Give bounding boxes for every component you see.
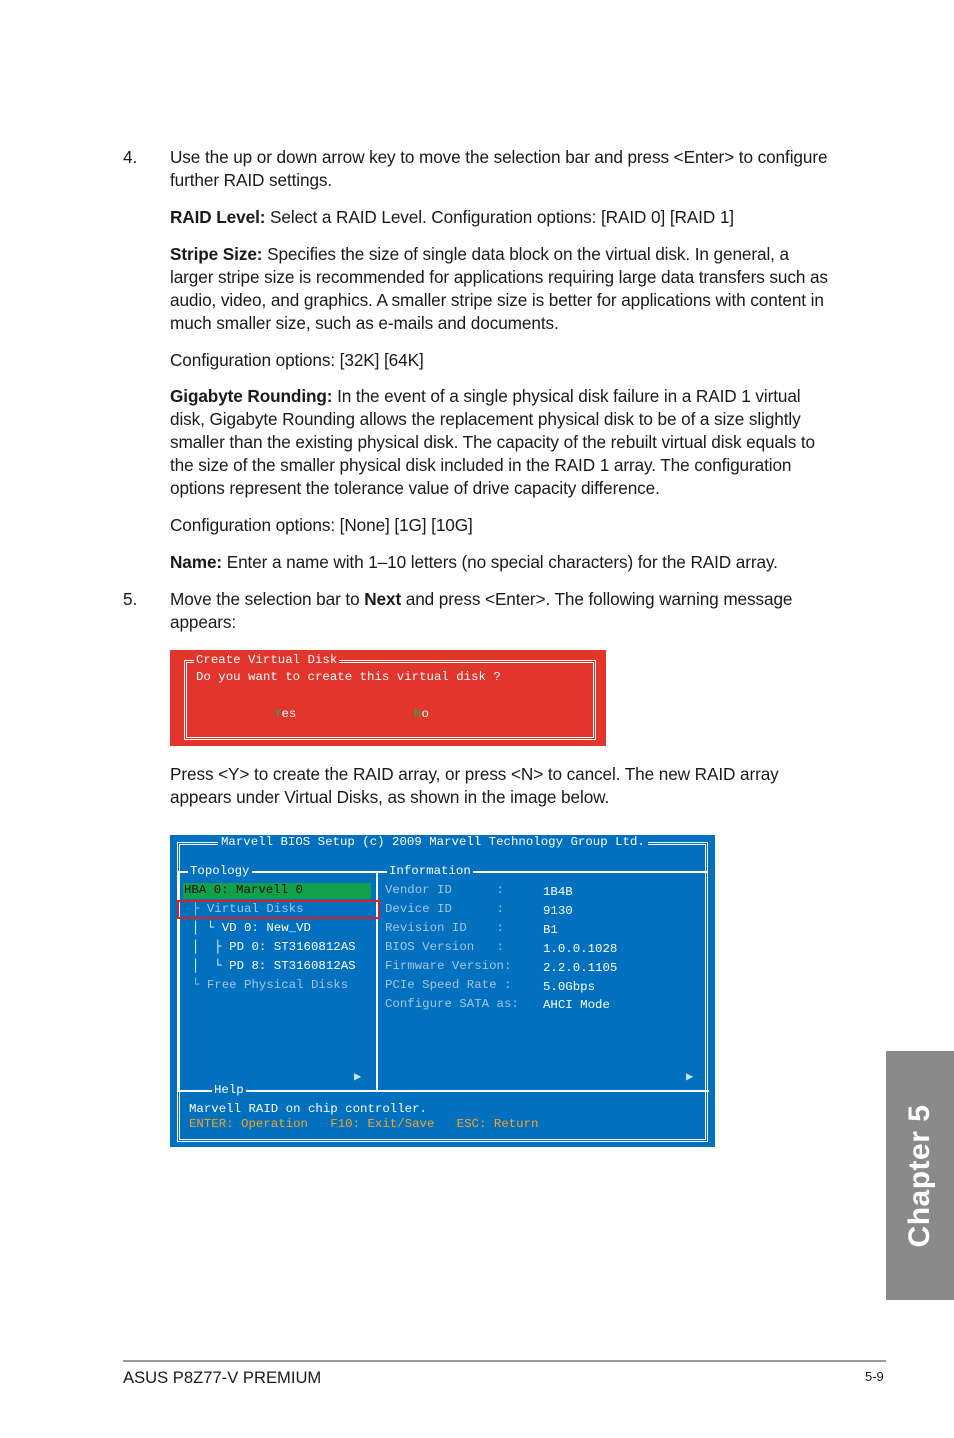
info-key-firmware: Firmware Version: [385, 959, 512, 973]
topology-vd0[interactable]: │ └ VD 0: New_VD [192, 921, 311, 935]
yes-hotkey: Y [274, 707, 282, 721]
footer-page-number: 5-9 [865, 1369, 884, 1384]
chapter-tab [886, 1051, 954, 1300]
info-value-pcie: 5.0Gbps [543, 980, 596, 994]
help-keys: ENTER: Operation F10: Exit/Save ESC: Return [189, 1117, 539, 1131]
stripe-size-label: Stripe Size: [170, 244, 263, 264]
topology-label: Topology [190, 864, 250, 878]
no-option[interactable] [414, 706, 429, 722]
step-5-post: and press <Enter>. The following warning message appears: [170, 589, 793, 632]
step-5-pre: Move the selection bar to [170, 589, 365, 609]
info-value-firmware: 2.2.0.1105 [543, 961, 618, 975]
step-4-text: Use the up or down arrow key to move the selection bar and press <Enter> to configure further RAID settings. [170, 147, 828, 190]
yes-rest: es [281, 707, 297, 721]
marvell-bios-screen [170, 835, 715, 1147]
stripe-size-text: Specifies the size of single data block on the virtual disk. In general, a larger stripe size is recommended for applications requiring large data transfers such as audio, video, and graphics. A smaller stripe size is better for applications with content in much smaller size, such as e-mails and documents. [170, 244, 828, 333]
create-virtual-disk-dialog [170, 650, 606, 746]
help-label: Help [214, 1083, 244, 1097]
no-hotkey: N [414, 707, 422, 721]
info-value-sata: AHCI Mode [543, 998, 610, 1012]
info-value-vendor: 1B4B [543, 885, 573, 899]
no-rest: o [421, 707, 429, 721]
topology-free-disks[interactable]: └ Free Physical Disks [192, 978, 349, 992]
dialog-question: Do you want to create this virtual disk ? [196, 670, 501, 684]
topology-hba[interactable]: HBA 0: Marvell 0 [184, 883, 303, 897]
info-key-vendor: Vendor ID : [385, 883, 504, 897]
after-dialog-text: Press <Y> to create the RAID array, or press <N> to cancel. The new RAID array appears under Virtual Disks, as shown in the image below. [170, 764, 779, 807]
footer-product: ASUS P8Z77-V PREMIUM [123, 1368, 322, 1387]
scroll-right-icon[interactable]: ▶ [354, 1070, 362, 1084]
step-5-paragraph [170, 588, 832, 634]
virtual-disks-callout [177, 900, 380, 919]
scroll-right-icon[interactable]: ▶ [686, 1070, 694, 1084]
step-5-next: Next [364, 589, 402, 609]
bios-header: Marvell BIOS Setup (c) 2009 Marvell Technology Group Ltd. [218, 835, 648, 850]
gigabyte-rounding-label: Gigabyte Rounding: [170, 386, 333, 406]
footer-rule [123, 1360, 886, 1362]
name-label: Name: [170, 552, 223, 572]
info-value-device: 9130 [543, 904, 573, 918]
raid-level-paragraph [170, 206, 832, 229]
info-key-sata: Configure SATA as: [385, 997, 519, 1011]
help-text: Marvell RAID on chip controller. [189, 1102, 427, 1116]
info-key-revision: Revision ID : [385, 921, 504, 935]
yes-option[interactable] [274, 706, 296, 722]
stripe-size-paragraph [170, 243, 832, 335]
topology-pd0[interactable]: │ ├ PD 0: ST3160812AS [192, 940, 356, 954]
chapter-tab-label: Chapter 5 [903, 1104, 936, 1247]
name-paragraph [170, 551, 832, 574]
info-value-revision: B1 [543, 923, 558, 937]
raid-level-label: RAID Level: [170, 207, 266, 227]
dialog-title: Create Virtual Disk [196, 653, 338, 667]
info-key-device: Device ID : [385, 902, 504, 916]
help-divider [178, 1090, 709, 1092]
info-value-bios-version: 1.0.0.1028 [543, 942, 618, 956]
step-4-number: 4. [123, 147, 138, 167]
raid-level-text: Select a RAID Level. Configuration options: [RAID 0] [RAID 1] [265, 207, 734, 227]
stripe-options: Configuration options: [32K] [64K] [170, 350, 424, 370]
topology-virtual-disks[interactable]: ├ Virtual Disks [192, 902, 304, 916]
topology-pd8[interactable]: │ └ PD 8: ST3160812AS [192, 959, 356, 973]
info-key-bios-version: BIOS Version : [385, 940, 504, 954]
information-label: Information [389, 864, 471, 878]
name-text: Enter a name with 1–10 letters (no special characters) for the RAID array. [222, 552, 778, 572]
step-5-number: 5. [123, 589, 138, 609]
gigabyte-options: Configuration options: [None] [1G] [10G] [170, 515, 473, 535]
gigabyte-rounding-text: In the event of a single physical disk failure in a RAID 1 virtual disk, Gigabyte Rounding allows the replacement physical disk to be of a size slightly smaller than the existing physical disk. The capacity of the rebuilt virtual disk equals to the size of the smaller physical disk included in the RAID 1 array. The configuration options represent the tolerance value of drive capacity difference. [170, 386, 815, 498]
info-key-pcie: PCIe Speed Rate : [385, 978, 512, 992]
gigabyte-rounding-paragraph [170, 385, 832, 500]
